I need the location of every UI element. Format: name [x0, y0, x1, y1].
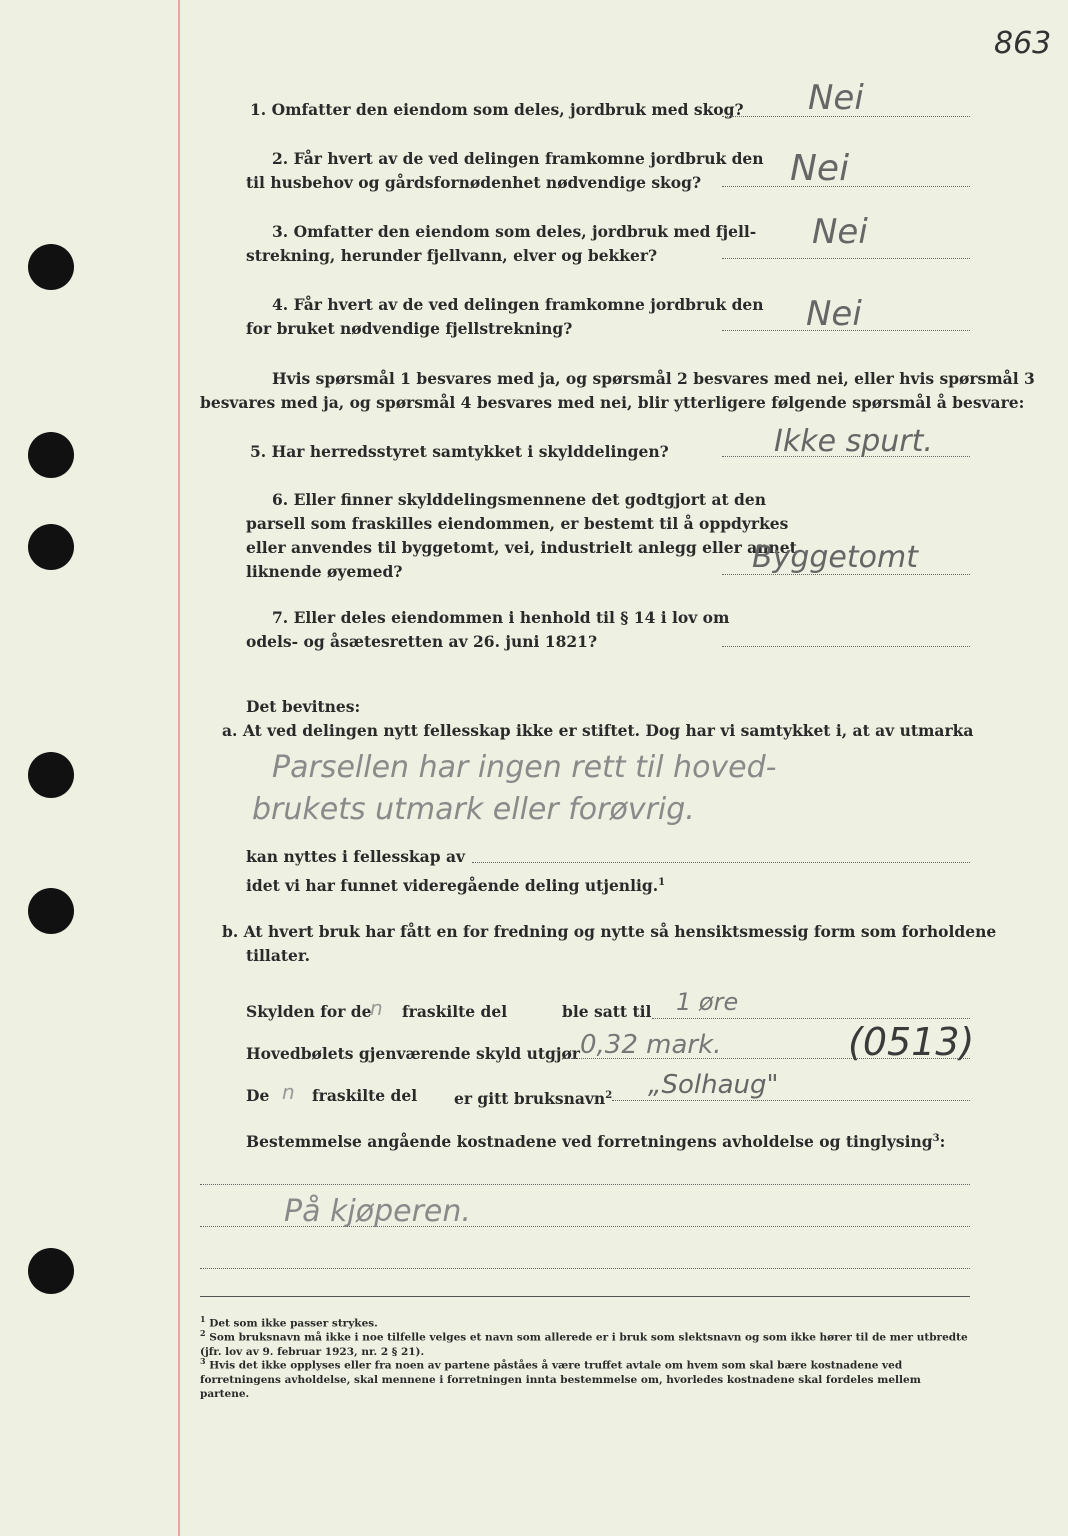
page-number: 863: [994, 26, 1052, 61]
punch-hole: [28, 888, 74, 934]
question-1: 1. Omfatter den eiendom som deles, jordbruk med skog?: [250, 100, 744, 119]
question-5: 5. Har herredsstyret samtykket i skylddelingen?: [250, 442, 669, 461]
question-2-line2: til husbehov og gårdsfornødenhet nødvendige skog?: [246, 173, 702, 192]
punch-hole: [28, 524, 74, 570]
remaining-label: Hovedbølets gjenværende skyld utgjør: [246, 1044, 580, 1063]
instruction-line1: Hvis spørsmål 1 besvares med ja, og spørsmål 2 besvares med nei, eller hvis spørsmål 3: [272, 369, 1035, 388]
question-7-line2: odels- og åsætesretten av 26. juni 1821?: [246, 632, 598, 651]
footnote-rule: [200, 1296, 970, 1297]
question-6-line4: liknende øyemed?: [246, 562, 403, 581]
answer-1: Nei: [808, 78, 864, 118]
answer-line-3: [722, 258, 970, 259]
skyld-mark: n: [370, 996, 383, 1020]
margin-line: [178, 0, 180, 1536]
remaining-note: (0513): [848, 1020, 975, 1064]
name-label-a: De: [246, 1086, 270, 1105]
punch-hole: [28, 752, 74, 798]
skyld-label-a: Skylden for de: [246, 1002, 372, 1021]
question-6-line3: eller anvendes til byggetomt, vei, industrielt anlegg eller annet: [246, 538, 797, 557]
name-label-b: fraskilte del: [312, 1086, 418, 1105]
answer-4: Nei: [806, 294, 862, 334]
attest-a-handwritten-1: Parsellen har ingen rett til hoved-: [272, 750, 777, 785]
punch-hole: [28, 244, 74, 290]
attest-b-line2: tillater.: [246, 946, 311, 965]
answer-5: Ikke spurt.: [774, 424, 933, 459]
question-4-line2: for bruket nødvendige fjellstrekning?: [246, 319, 573, 338]
instruction-line2: besvares med ja, og spørsmål 4 besvares med nei, blir ytterligere følgende spørsmål å besvare:: [200, 393, 1025, 412]
footnote-3: $^3$ Hvis det ikke opplyses eller fra noen av partene påståes å være truffet avtale om hvem som skal bære kostnadene ved forretningens avholdelse, skal mennene i forretningen innta bestemmelse om, hvorledes kostnadene skal fordeles mellem partene.: [200, 1356, 921, 1400]
question-4-line1: 4. Får hvert av de ved delingen framkomne jordbruk den: [272, 295, 764, 314]
name-mark: n: [282, 1080, 295, 1104]
cost-label: Bestemmelse angående kostnadene ved forretningens avholdelse og tinglysing$^3$:: [246, 1132, 946, 1152]
footnote-1: $^1$ Det som ikke passer strykes.: [200, 1314, 378, 1330]
cost-line-3: [200, 1268, 970, 1269]
answer-6: Byggetomt: [752, 540, 918, 575]
skyld-line: [652, 1018, 970, 1019]
attest-a-handwritten-2: brukets utmark eller forøvrig.: [252, 792, 695, 827]
punch-hole: [28, 432, 74, 478]
name-line: [612, 1100, 970, 1101]
cost-line-1: [200, 1184, 970, 1185]
name-label-c: er gitt bruksnavn$^2$: [454, 1089, 613, 1109]
attest-a-line: a. At ved delingen nytt fellesskap ikke er stiftet. Dog har vi samtykket i, at av utmarka: [222, 721, 974, 740]
footnote-2: $^2$ Som bruksnavn må ikke i noe tilfelle velges et navn som allerede er i bruk som slektsnavn og som ikke hører til de mer utbredte (jfr. lov av 9. februar 1923, nr. 2 § 21).: [200, 1328, 968, 1358]
cost-value: På kjøperen.: [284, 1194, 471, 1229]
skyld-label-c: ble satt til: [562, 1002, 652, 1021]
question-2-line1: 2. Får hvert av de ved delingen framkomne jordbruk den: [272, 149, 764, 168]
shared-label: kan nyttes i fellesskap av: [246, 847, 465, 866]
attest-b-line1: b. At hvert bruk har fått en for fredning og nytte så hensiktsmessig form som forholdene: [222, 922, 997, 941]
question-6-line1: 6. Eller finner skylddelingsmennene det godtgjort at den: [272, 490, 767, 509]
question-3-line1: 3. Omfatter den eiendom som deles, jordbruk med fjell-: [272, 222, 757, 241]
answer-2: Nei: [790, 148, 850, 189]
punch-hole: [28, 1248, 74, 1294]
shared-line: [472, 862, 970, 863]
skyld-label-b: fraskilte del: [402, 1002, 508, 1021]
shared-reason: idet vi har funnet videregående deling utjenlig.$^1$: [246, 876, 666, 896]
answer-line-7: [722, 646, 970, 647]
cost-line-2: [200, 1226, 970, 1227]
answer-3: Nei: [812, 212, 868, 252]
question-6-line2: parsell som fraskilles eiendommen, er bestemt til å oppdyrkes: [246, 514, 789, 533]
name-value: „Solhaug": [648, 1070, 779, 1100]
skyld-value: 1 øre: [676, 988, 739, 1016]
remaining-value: 0,32 mark.: [580, 1030, 722, 1060]
question-3-line2: strekning, herunder fjellvann, elver og bekker?: [246, 246, 658, 265]
question-7-line1: 7. Eller deles eiendommen i henhold til § 14 i lov om: [272, 608, 730, 627]
attest-heading: Det bevitnes:: [246, 697, 361, 716]
